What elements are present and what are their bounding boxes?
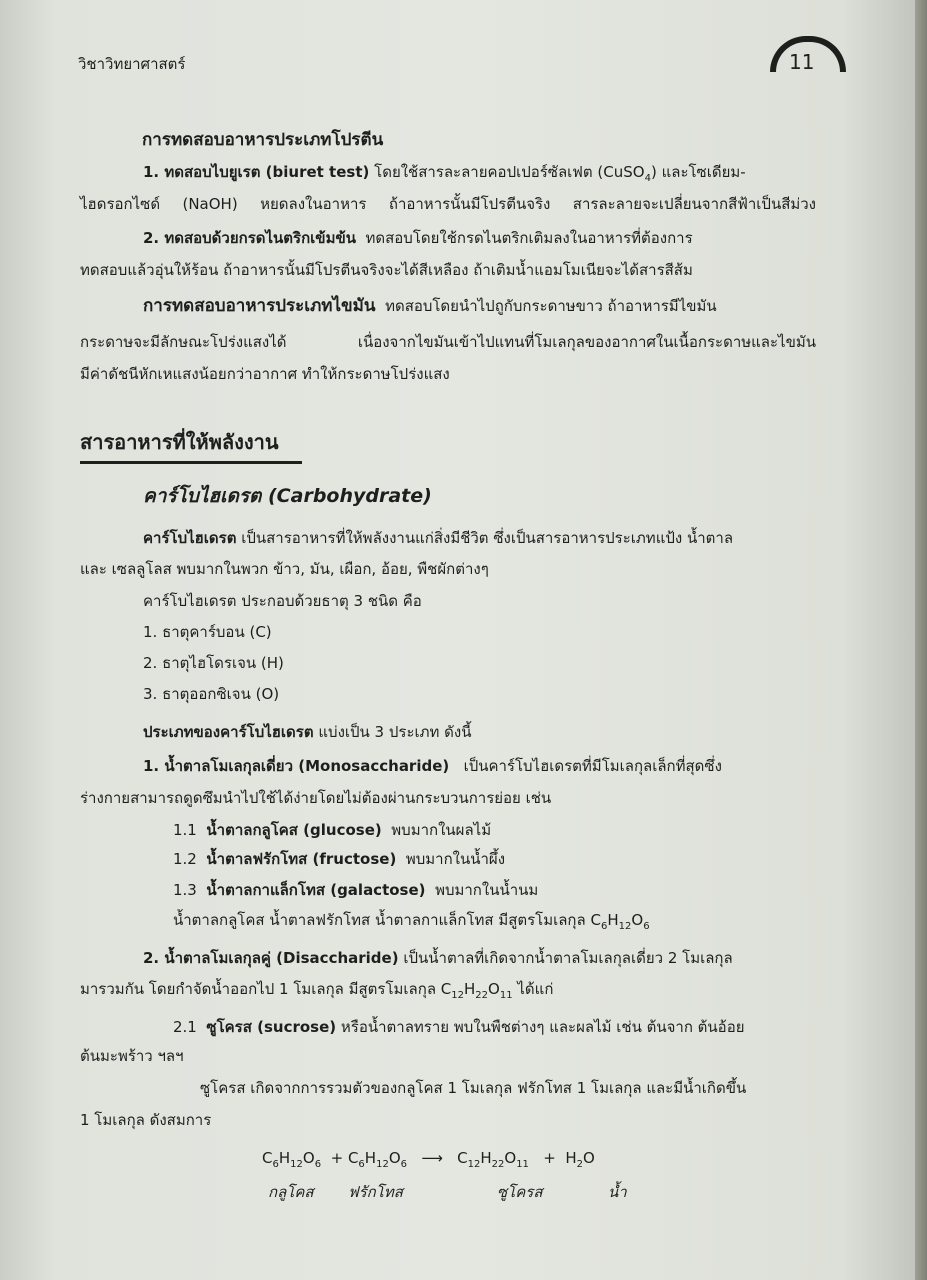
sucrose-formation: ซูโครส เกิดจากการรวมตัวของกลูโคส 1 โมเลกุล ฟรักโทส 1 โมเลกุล และมีน้ำเกิดขึ้น	[200, 1079, 747, 1097]
element-item: 3. ธาตุออกซิเจน (O)	[143, 685, 280, 703]
mono-item	[173, 880, 538, 900]
mono-formula-text: น้ำตาลกลูโคส น้ำตาลฟรักโทส น้ำตาลกาแล็กโทส มีสูตรโมเลกุล	[173, 911, 586, 929]
equation-name: ฟรักโทส	[348, 1183, 403, 1201]
biuret-line1	[143, 162, 746, 189]
sucrose-line2: ต้นมะพร้าว ฯลฯ	[80, 1047, 184, 1065]
fat-test-heading: การทดสอบอาหารประเภทไขมัน	[143, 296, 376, 316]
carb-intro-text: เป็นสารอาหารที่ให้พลังงานแก่สิ่งมีชีวิต ซึ่งเป็นสารอาหารประเภทแป้ง น้ำตาล	[241, 529, 734, 547]
fat-line3: มีค่าดัชนีหักเหแสงน้อยกว่าอากาศ ทำให้กระดาษโปร่งแสง	[80, 365, 450, 383]
mono-formula-line	[173, 910, 650, 937]
section-title: สารอาหารที่ให้พลังงาน	[80, 430, 279, 454]
mono-text: เป็นคาร์โบไฮเดรตที่มีโมเลกุลเล็กที่สุดซึ่ง	[463, 757, 722, 775]
element-item: 2. ธาตุไฮโดรเจน (H)	[143, 654, 284, 672]
sucrose-formation-line2: 1 โมเลกุล ดังสมการ	[80, 1111, 212, 1129]
mono-item	[173, 820, 491, 840]
carb-types-label: ประเภทของคาร์โบไฮเดรต	[143, 723, 314, 741]
carb-types-line	[143, 722, 472, 742]
carbohydrate-title: คาร์โบไฮเดรต (Carbohydrate)	[143, 485, 432, 507]
carb-intro-label: คาร์โบไฮเดรต	[143, 529, 237, 547]
reaction-arrow-icon: ⟶	[421, 1149, 443, 1167]
mono-item	[173, 849, 505, 869]
fructose-formula: $C_6H_{12}O_6$	[347, 1149, 407, 1170]
mono-item-number: 1.2	[173, 850, 197, 868]
di-text: เป็นน้ำตาลที่เกิดจากน้ำตาลโมเลกุลเดี่ยว 2 โมเลกุล	[403, 949, 733, 967]
nitric-line2: ทดสอบแล้วอุ่นให้ร้อน ถ้าอาหารนั้นมีโปรตีนจริงจะได้สีเหลือง ถ้าเติมน้ำแอมโมเนียจะได้สารสีส้ม	[80, 261, 693, 279]
fat-text-a: ทดสอบโดยนำไปถูกับกระดาษขาว ถ้าอาหารมีไขมัน	[385, 297, 717, 315]
nitric-label: 2. ทดสอบด้วยกรดไนตริกเข้มข้น	[143, 229, 356, 247]
page-number: 11	[789, 50, 815, 74]
nitric-line1	[143, 228, 693, 248]
carb-intro-line1	[143, 528, 733, 548]
sucrose-formula: $C_{12}H_{22}O_{11}$	[440, 980, 513, 1001]
page-edge	[915, 0, 927, 1280]
section-title-underline	[80, 461, 302, 464]
mono-item-number: 1.1	[173, 821, 197, 839]
fat-line1	[143, 296, 717, 316]
sucrose-product-formula: $C_{12}H_{22}O_{11}$	[457, 1149, 529, 1170]
di-line2	[80, 979, 553, 1006]
mono-item-label: น้ำตาลฟรักโทส (fructose)	[206, 850, 397, 868]
protein-test-heading: การทดสอบอาหารประเภทโปรตีน	[142, 130, 384, 150]
di-label: 2. น้ำตาลโมเลกุลคู่ (Disaccharide)	[143, 949, 399, 967]
sucrose-text: หรือน้ำตาลทราย พบในพืชต่างๆ และผลไม้ เช่น ต้นจาก ต้นอ้อย	[340, 1018, 745, 1036]
mono-item-text: พบมากในน้ำนม	[435, 881, 539, 899]
fat-line2: กระดาษจะมีลักษณะโปร่งแสงได้ เนื่องจากไขมันเข้าไปแทนที่โมเลกุลของอากาศในเนื้อกระดาษและไขมัน	[80, 333, 816, 351]
biuret-line2: ไฮดรอกไซด์ (NaOH) หยดลงในอาหาร ถ้าอาหารนั้นมีโปรตีนจริง สารละลายจะเปลี่ยนจากสีฟ้าเป็นสีม่วง	[80, 195, 816, 213]
carb-types-text: แบ่งเป็น 3 ประเภท ดังนี้	[318, 723, 472, 741]
water-formula: $H_2O$	[565, 1149, 595, 1170]
equation-name: ซูโครส	[497, 1183, 543, 1201]
mono-item-number: 1.3	[173, 881, 197, 899]
mono-line1	[143, 756, 722, 776]
carb-composition: คาร์โบไฮเดรต ประกอบด้วยธาตุ 3 ชนิด คือ	[143, 592, 422, 610]
sucrose-line1	[173, 1017, 745, 1037]
mono-item-text: พบมากในน้ำผึ้ง	[405, 850, 506, 868]
equation-name: กลูโคส	[268, 1183, 314, 1201]
mono-item-text: พบมากในผลไม้	[391, 821, 492, 839]
biuret-text-a: โดยใช้สารละลายคอปเปอร์ซัลเฟต (CuSO	[374, 163, 645, 181]
biuret-label: 1. ทดสอบไบยูเรต (biuret test)	[143, 163, 370, 181]
nitric-text-a: ทดสอบโดยใช้กรดไนตริกเติมลงในอาหารที่ต้องการ	[365, 229, 693, 247]
mono-label: 1. น้ำตาลโมเลกุลเดี่ยว (Monosaccharide)	[143, 757, 450, 775]
mono-line2: ร่างกายสามารถดูดซึมนำไปใช้ได้ง่ายโดยไม่ต้องผ่านกระบวนการย่อย เช่น	[80, 789, 552, 807]
sucrose-label: ซูโครส (sucrose)	[206, 1018, 337, 1036]
di-line2-text: มารวมกัน โดยกำจัดน้ำออกไป 1 โมเลกุล มีสูตรโมเลกุล	[80, 980, 437, 998]
carb-intro-line2: และ เซลลูโลส พบมากในพวก ข้าว, มัน, เผือก, อ้อย, พืชผักต่างๆ	[80, 560, 489, 578]
element-item: 1. ธาตุคาร์บอน (C)	[143, 623, 272, 641]
di-line1	[143, 948, 733, 968]
glucose-formula: $C_6H_{12}O_6$	[262, 1149, 322, 1170]
mono-item-label: น้ำตาลกาแล็กโทส (galactose)	[206, 881, 426, 899]
equation: $C_6H_{12}O_6 + C_6H_{12}O_6$ ⟶ $C_{12}H_{22}O_{11} + H_2O$	[262, 1149, 595, 1170]
running-head: วิชาวิทยาศาสตร์	[78, 55, 186, 73]
mono-item-label: น้ำตาลกลูโคส (glucose)	[206, 821, 382, 839]
sucrose-number: 2.1	[173, 1018, 197, 1036]
biuret-text-b: ) และโซเดียม-	[650, 163, 746, 181]
glucose-formula: $C_6H_{12}O_6$	[590, 911, 650, 932]
biuret-subscript: 4	[644, 173, 651, 184]
equation-name: น้ำ	[608, 1183, 627, 1201]
di-line2-end: ได้แก่	[517, 980, 554, 998]
